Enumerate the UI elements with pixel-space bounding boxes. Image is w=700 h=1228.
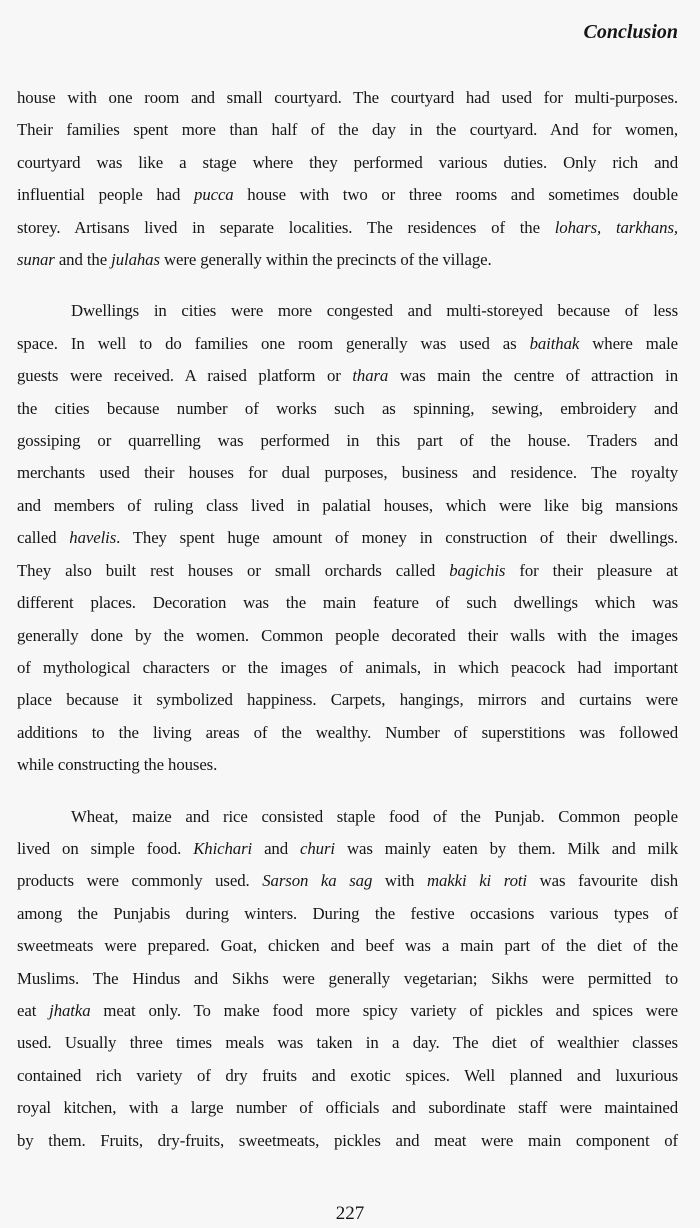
text-line: [17, 1092, 678, 1124]
text-segment: the cities because number of works such as spinning, sewing, embroidery and: [17, 398, 678, 418]
text-line: [17, 801, 678, 833]
italic-term: sunar: [17, 250, 55, 270]
text-line: [17, 620, 678, 652]
italic-term: lohars, tarkhans,: [554, 217, 678, 237]
text-line: [17, 898, 678, 930]
text-segment: lived on simple food.: [17, 838, 194, 858]
italic-term: pucca: [194, 185, 234, 205]
text-segment: Their families spent more than half of the day in the courtyard. And for women,: [17, 120, 678, 140]
text-segment: where male: [579, 333, 678, 353]
text-line: [17, 328, 678, 360]
text-segment: gossiping or quarrelling was performed in this part of the house. Traders and: [17, 431, 678, 451]
text-segment: was main the centre of attraction in: [388, 366, 679, 386]
text-line: [17, 652, 678, 684]
text-line: [17, 1125, 678, 1157]
text-line: [17, 360, 678, 392]
text-line: [17, 749, 678, 781]
italic-term: makki ki roti: [426, 871, 527, 891]
text-segment: place because it symbolized happiness. Carpets, hangings, mirrors and curtains were: [17, 690, 678, 710]
text-segment: house with one room and small courtyard. The courtyard had used for multi-purposes.: [17, 88, 678, 107]
text-line: [17, 522, 678, 554]
text-segment: influential people had: [17, 185, 195, 205]
text-segment: with: [372, 871, 427, 891]
running-header: Conclusion: [583, 21, 678, 43]
text-segment: space. In well to do families one room generally was used as: [17, 333, 530, 353]
italic-term: thara: [352, 366, 389, 386]
text-line: [17, 82, 678, 114]
text-segment: was mainly eaten by them. Milk and milk: [334, 838, 678, 858]
text-line: [17, 963, 678, 995]
text-segment: . They spent huge amount of money in construction of their dwellings.: [116, 528, 679, 548]
text-segment: used. Usually three times meals was taken in a day. The diet of wealthier classes: [17, 1033, 678, 1053]
text-line: [17, 114, 678, 146]
text-segment: merchants used their houses for dual purposes, business and residence. The royalty: [17, 463, 678, 483]
text-segment: contained rich variety of dry fruits and exotic spices. Well planned and luxurious: [17, 1065, 678, 1085]
text-line: [17, 555, 678, 587]
text-segment: Wheat, maize and rice consisted staple food of the Punjab. Common people: [71, 806, 678, 826]
italic-term: churi: [300, 838, 335, 858]
text-segment: house with two or three rooms and sometimes double: [233, 185, 679, 205]
text-segment: among the Punjabis during winters. During the festive occasions various types of: [17, 903, 678, 923]
italic-term: bagichis: [449, 560, 506, 580]
text-segment: storey. Artisans lived in separate localities. The residences of the: [17, 217, 555, 237]
text-line: [17, 179, 678, 211]
text-segment: meat only. To make food more spicy variety of pickles and spices were: [90, 1000, 678, 1020]
text-line: [17, 930, 678, 962]
text-segment: and members of ruling class lived in palatial houses, which were like big mansions: [17, 495, 678, 515]
paragraph: [17, 295, 678, 781]
text-segment: were generally within the precincts of the village.: [159, 250, 492, 270]
text-line: [17, 490, 678, 522]
text-line: [17, 244, 678, 276]
text-line: [17, 1027, 678, 1059]
text-segment: called: [17, 528, 70, 548]
text-segment: royal kitchen, with a large number of officials and subordinate staff were maintained: [17, 1098, 678, 1118]
text-segment: generally done by the women. Common people decorated their walls with the images: [17, 625, 678, 645]
paragraph: [17, 82, 678, 276]
paragraph: [17, 801, 678, 1157]
text-line: [17, 587, 678, 619]
text-segment: by them. Fruits, dry-fruits, sweetmeats, pickles and meat were main component of: [17, 1130, 678, 1150]
text-line: [17, 1060, 678, 1092]
text-line: [17, 425, 678, 457]
text-line: [17, 295, 678, 327]
italic-term: baithak: [529, 333, 580, 353]
text-segment: sweetmeats were prepared. Goat, chicken and beef was a main part of the diet of the: [17, 936, 678, 956]
text-segment: different places. Decoration was the main feature of such dwellings which was: [17, 593, 678, 613]
text-segment: and the: [54, 250, 112, 270]
text-segment: for their pleasure at: [505, 560, 678, 580]
text-segment: They also built rest houses or small orchards called: [17, 560, 450, 580]
text-segment: products were commonly used.: [17, 871, 263, 891]
text-segment: additions to the living areas of the wealthy. Number of superstitions was followed: [17, 722, 678, 742]
page-body: [17, 82, 678, 1157]
text-segment: while constructing the houses.: [17, 755, 218, 775]
text-segment: eat: [17, 1000, 50, 1020]
text-segment: Muslims. The Hindus and Sikhs were generally vegetarian; Sikhs were permitted to: [17, 968, 678, 988]
text-segment: and: [252, 838, 301, 858]
text-line: [17, 995, 678, 1027]
italic-term: Khichari: [193, 838, 253, 858]
text-segment: of mythological characters or the images of animals, in which peacock had important: [17, 657, 678, 677]
italic-term: havelis: [69, 528, 117, 548]
italic-term: Sarson ka sag: [262, 871, 373, 891]
page-number: 227: [335, 1203, 365, 1224]
text-line: [17, 457, 678, 489]
text-line: [17, 717, 678, 749]
text-segment: Dwellings in cities were more congested and multi-storeyed because of less: [71, 301, 678, 321]
italic-term: julahas: [111, 250, 160, 270]
text-line: [17, 684, 678, 716]
text-line: [17, 833, 678, 865]
text-line: [17, 393, 678, 425]
text-line: [17, 212, 678, 244]
text-line: [17, 865, 678, 897]
text-line: [17, 147, 678, 179]
italic-term: jhatka: [49, 1000, 91, 1020]
text-segment: was favourite dish: [527, 871, 679, 891]
text-segment: guests were received. A raised platform or: [17, 366, 353, 386]
text-segment: courtyard was like a stage where they performed various duties. Only rich and: [17, 152, 678, 172]
